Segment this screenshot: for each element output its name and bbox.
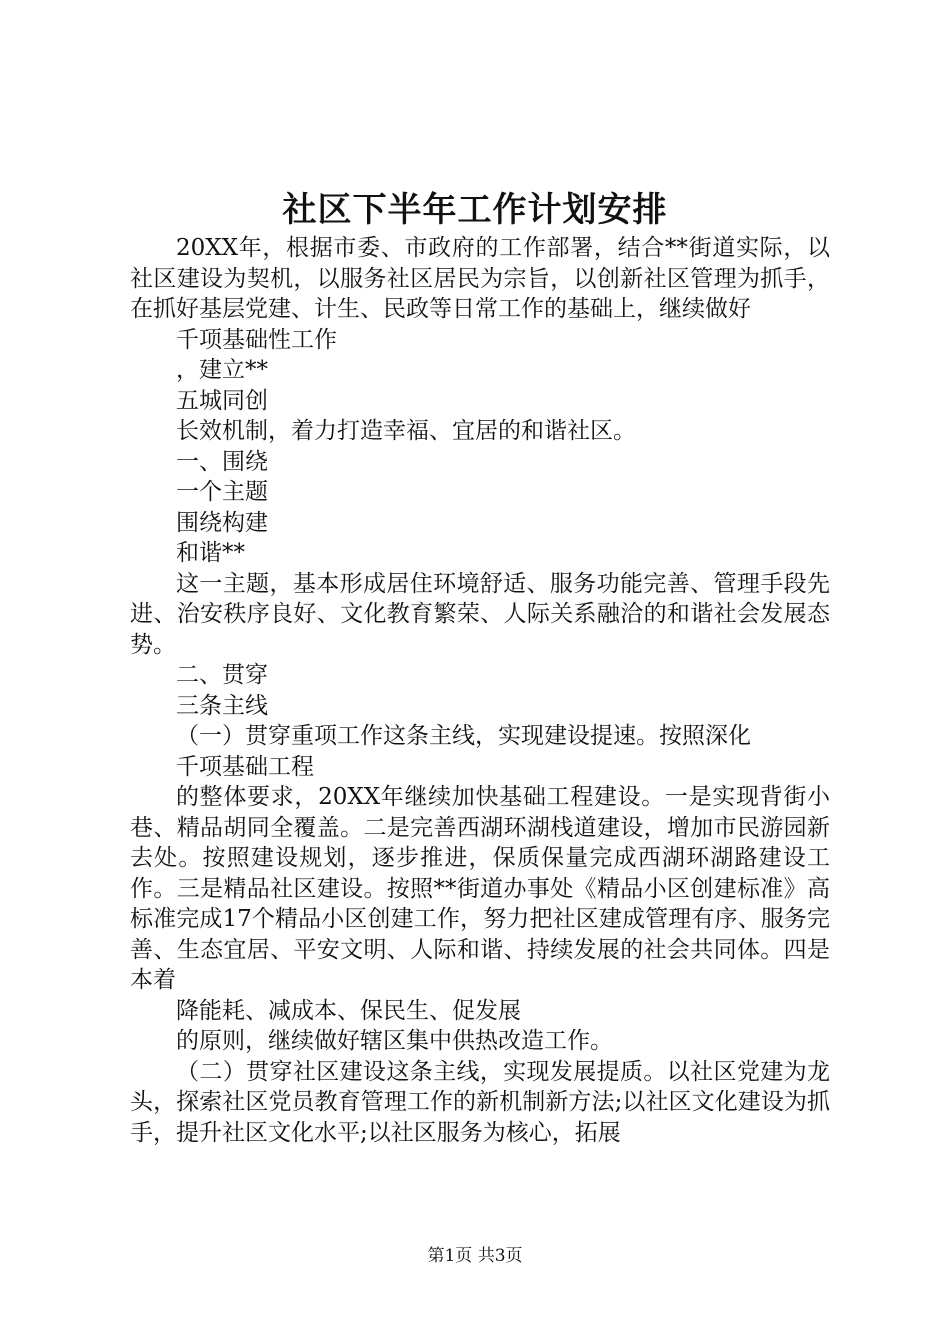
section-heading-1: 一、围绕 — [176, 448, 268, 475]
paragraph-line: 和谐** — [176, 540, 245, 566]
paragraph-line: 三条主线 — [176, 692, 268, 719]
section-heading-2: 二、贯穿 — [176, 662, 268, 688]
paragraph-line: ，建立** — [176, 357, 268, 383]
paragraph-line: 千项基础性工作 — [176, 326, 337, 353]
subsection-heading-1: （一）贯穿重项工作这条主线，实现建设提速。按照深化 — [176, 723, 751, 749]
paragraph-line: 的原则，继续做好辖区集中供热改造工作。 — [176, 1028, 613, 1054]
paragraph-construction: 的整体要求，20XX年继续加快基础工程建设。一是实现背街小巷、精品胡同全覆盖。二是完善西湖环湖栈道建设，增加市民游园新去处。按照建设规划，逐步推进，保质保量完成西湖环湖路建设工作。三是精品社区建设。按照**街道办事处《精品小区创建标准》高标准完成17个精品小区创建工作，努力把社区建成管理有序、服务完善、生态宜居、平安文明、人际和谐、持续发展的社会共同体。四是本着 — [130, 784, 830, 993]
paragraph-line: 长效机制，着力打造幸福、宜居的和谐社区。 — [176, 418, 636, 444]
paragraph-line: 五城同创 — [176, 387, 268, 414]
paragraph-theme: 这一主题，基本形成居住环境舒适、服务功能完善、管理手段先进、治安秩序良好、文化教育繁荣、人际关系融洽的和谐社会发展态势。 — [130, 570, 830, 658]
paragraph-line: 围绕构建 — [176, 509, 268, 536]
subsection-heading-2: （二）贯穿社区建设这条主线，实现发展提质。以社区党建为龙头，探索社区党员教育管理工作的新机制新方法;以社区文化建设为抓手，提升社区文化水平;以社区服务为核心，拓展 — [130, 1058, 830, 1146]
paragraph-intro: 20XX年，根据市委、市政府的工作部署，结合**街道实际，以社区建设为契机，以服务社区居民为宗旨，以创新社区管理为抓手，在抓好基层党建、计生、民政等日常工作的基础上，继续做好 — [130, 235, 830, 322]
document-title: 社区下半年工作计划安排 — [282, 190, 668, 230]
paragraph-line: 千项基础工程 — [176, 753, 314, 780]
page-footer: 第1页 共3页 — [427, 1246, 523, 1266]
document-body — [130, 233, 830, 1148]
paragraph-line: 一个主题 — [176, 479, 268, 505]
paragraph-line: 降能耗、减成本、保民生、促发展 — [176, 997, 521, 1024]
